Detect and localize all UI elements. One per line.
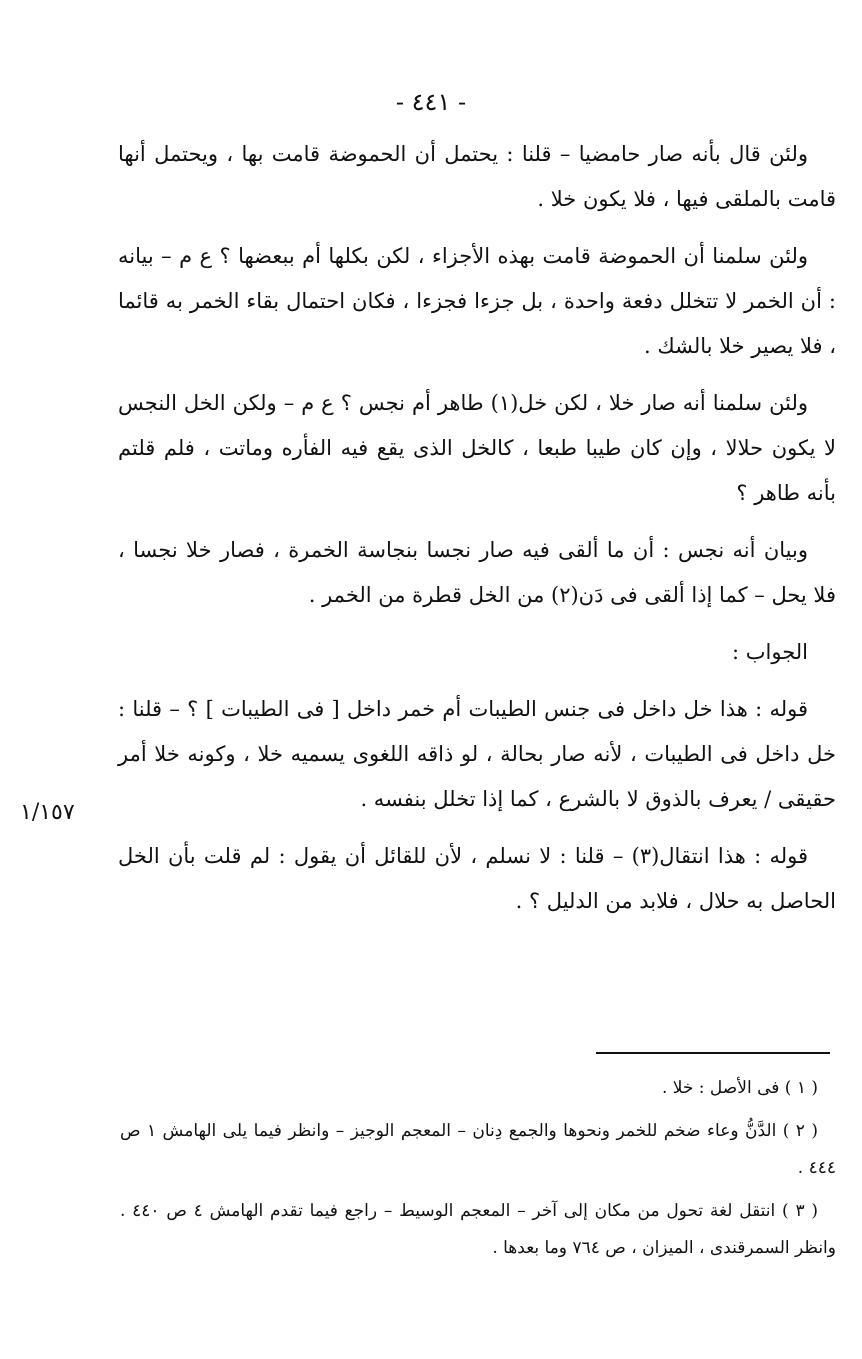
footnote-2: ( ٢ ) الدَّنُّ وعاء ضخم للخمر ونحوها والجمع دِنان – المعجم الوجيز – وانظر فيما يلى الهامش ١ ص ٤٤٤ . [120,1121,836,1178]
paragraph-4: وبيان أنه نجس : أن ما ألقى فيه صار نجسا بنجاسة الخمرة ، فصار خلا نجسا ، فلا يحل – كما إذا ألقى فى دَن(٢) من الخل قطرة من الخمر . [118,538,836,607]
paragraph-6: قوله : هذا خل داخل فى جنس الطيبات أم خمر داخل [ فى الطيبات ] ؟ – قلنا : خل داخل فى الطيبات ، لأنه صار بحالة ، لو ذاقه اللغوى يسميه خلا ، وكونه خلا أمر حقيقى / يعرف بالذوق لا بالشرع ، كما إذا تخلل بنفسه . [118,697,836,811]
manuscript-folio-marker: ١/١٥٧ [20,800,75,825]
main-text [118,132,836,936]
page-number: - ٤٤١ - [395,88,467,116]
paragraph-3: ولئن سلمنا أنه صار خلا ، لكن خل(١) طاهر أم نجس ؟ ع م – ولكن الخل النجس لا يكون حلالا ، وإن كان طيبا طبعا ، كالخل الذى يقع فيه الفأره وماتت ، فلم قلتم بأنه طاهر ؟ [118,391,836,505]
footnote-1: ( ١ ) فى الأصل : خلا . [661,1078,818,1098]
paragraph-7: قوله : هذا انتقال(٣) – قلنا : لا نسلم ، لأن للقائل أن يقول : لم قلت بأن الخل الحاصل به حلال ، فلابد من الدليل ؟ . [118,844,836,913]
paragraph-2: ولئن سلمنا أن الحموضة قامت بهذه الأجزاء ، لكن بكلها أم ببعضها ؟ ع م – بيانه : أن الخمر لا تتخلل دفعة واحدة ، بل جزءا فجزءا ، فكان احتمال بقاء الخمر به قائما ، فلا يصير خلا بالشك . [118,244,836,358]
answer-heading: الجواب : [732,640,808,664]
footnote-3: ( ٣ ) انتقل لغة تحول من مكان إلى آخر – المعجم الوسيط – راجع فيما تقدم الهامش ٤ ص ٤٤٠ . وانظر السمرقندى ، الميزان ، ص ٧٦٤ وما بعدها . [120,1201,836,1258]
footnote-separator [596,1052,830,1054]
footnotes [120,1070,836,1273]
paragraph-1: ولئن قال بأنه صار حامضيا – قلنا : يحتمل أن الحموضة قامت بها ، ويحتمل أنها قامت بالملقى فيها ، فلا يكون خلا . [118,142,836,211]
